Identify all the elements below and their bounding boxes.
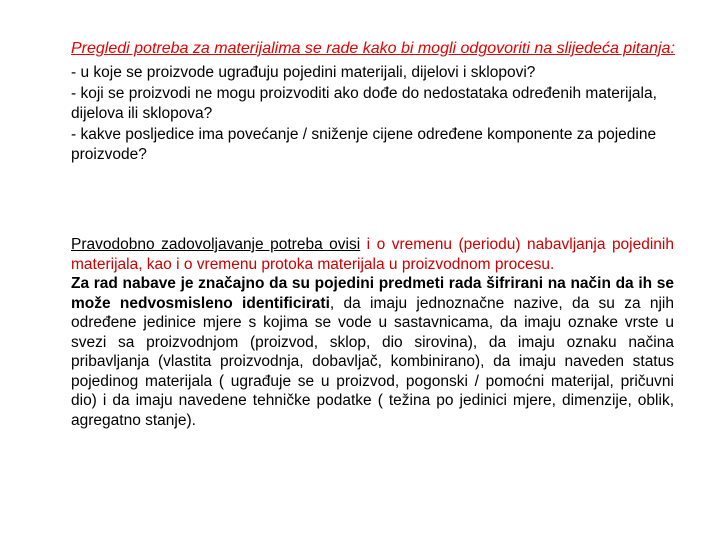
bullet-item: - koji se proizvodi ne mogu proizvoditi ako dođe do nedostataka određenih materijala, dijelova ili sklopova? xyxy=(71,84,657,122)
coding-paragraph xyxy=(71,274,674,430)
procurement-text-block xyxy=(71,235,674,430)
section-heading: Pregledi potreba za materijalima se rade kako bi mogli odgovoriti na slijedeća pitanja: xyxy=(71,40,675,57)
timing-paragraph xyxy=(71,235,674,274)
requirements-questions-block xyxy=(71,38,676,166)
bullet-item: - kakve posljedice ima povećanje / sniženje cijene određene komponente za pojedine proizvode? xyxy=(71,125,657,163)
timing-lead-underlined: Pravodobno zadovoljavanje potreba ovisi xyxy=(71,236,361,253)
coding-lead-bold: Za rad nabave je značajno da su pojedini predmeti rada šifrirani na način da ih se može nedvosmisleno identificirati xyxy=(71,275,674,312)
timing-rest: i o vremenu (periodu) nabavljanja pojedinih materijala, kao i o vremenu protoka materijala u proizvodnom procesu. xyxy=(71,236,674,273)
bullet-item: - u koje se proizvode ugrađuju pojedini materijali, dijelovi i sklopovi? xyxy=(71,64,536,81)
coding-rest: , da imaju jednoznačne nazive, da su za njih određene jedinice mjere s kojima se vode u sastavnicama, da imaju oznake vrste u svezi sa proizvodnjom (proizvod, sklop, dio sirovina), da imaju oznaku načina pribavljanja (vlastita proizvodnja, dobavljač, kombinirano), da imaju naveden status pojedinog materijala ( ugrađuje se u proizvod, pogonski / pomoćni materijal, pričuvni dio) i da imaju navedene tehničke podatke ( težina po jedinici mjere, dimenzije, oblik, agregatno stanje). xyxy=(71,294,674,429)
